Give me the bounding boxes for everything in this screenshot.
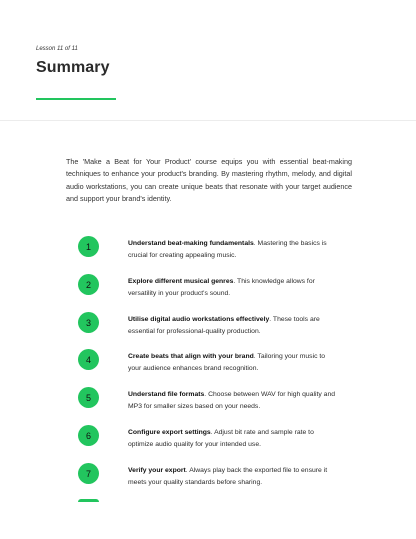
list-item-description: . These tools are essential for professional-quality production. (128, 316, 320, 336)
list-item (0, 312, 416, 342)
list-item-title: Create beats that align with your brand (128, 353, 254, 360)
list-item-description: . Mastering the basics is crucial for creating appealing music. (128, 240, 327, 260)
list-item-text (128, 427, 338, 452)
step-number-badge: 4 (78, 349, 99, 370)
list-item (0, 387, 416, 417)
list-item-description: . Adjust bit rate and sample rate to optimize audio quality for your intended use. (128, 429, 314, 449)
list-item-text (128, 465, 338, 490)
step-number-badge: 5 (78, 387, 99, 408)
list-item (0, 236, 416, 266)
list-item (0, 463, 416, 493)
list-item-text (128, 276, 338, 301)
list-item-description: . Choose between WAV for high quality and MP3 for smaller sizes based on your needs. (128, 391, 336, 411)
next-step-badge-partial (78, 499, 99, 502)
list-item (0, 349, 416, 379)
list-item-text (128, 238, 338, 263)
list-item-text (128, 351, 338, 376)
step-number-badge: 6 (78, 425, 99, 446)
list-item-description: . Always play back the exported file to ensure it meets your quality standards before sharing. (128, 467, 328, 487)
list-item (0, 274, 416, 304)
step-number-badge: 7 (78, 463, 99, 484)
page-title: Summary (36, 59, 110, 76)
list-item-title: Understand beat-making fundamentals (128, 240, 254, 247)
intro-paragraph: The 'Make a Beat for Your Product' course equips you with essential beat-making techniques to enhance your product's branding. By mastering rhythm, melody, and digital audio workstations, you can create unique beats that resonate with your target audience and support your brand's identity. (66, 157, 352, 204)
list-item-text (128, 389, 338, 414)
list-item-title: Explore different musical genres (128, 278, 234, 285)
list-item-description: . Tailoring your music to your audience enhances brand recognition. (128, 353, 326, 373)
list-item-title: Utilise digital audio workstations effectively (128, 316, 270, 323)
list-item-title: Understand file formats (128, 391, 205, 398)
list-item-text (128, 314, 338, 339)
step-number-badge: 1 (78, 236, 99, 257)
lesson-counter: Lesson 11 of 11 (36, 46, 78, 52)
step-number-badge: 3 (78, 312, 99, 333)
list-item-title: Verify your export (128, 467, 186, 474)
list-item-title: Configure export settings (128, 429, 211, 436)
list-item-description: . This knowledge allows for versatility in your product's sound. (128, 278, 315, 298)
step-number-badge: 2 (78, 274, 99, 295)
list-item (0, 425, 416, 455)
